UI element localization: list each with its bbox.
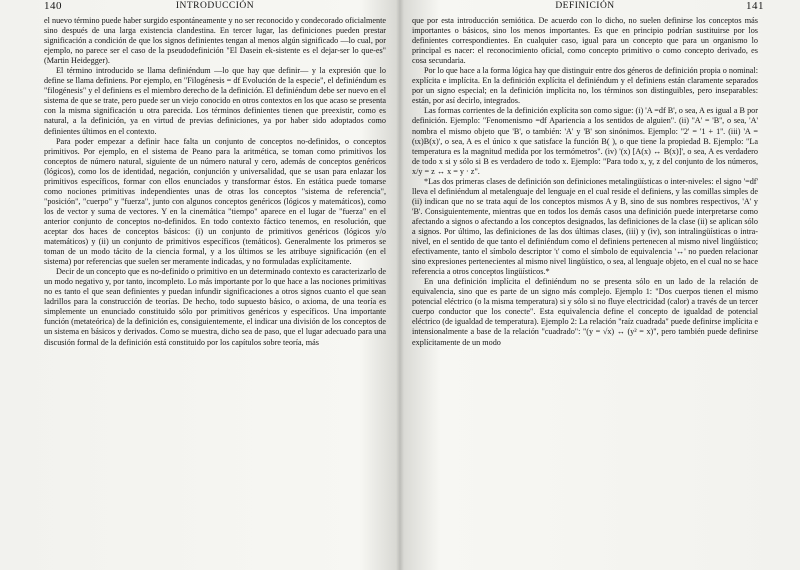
right-paragraph-1: que por esta introducción semiótica. De acuerdo con lo dicho, no suelen definirse los conceptos más importantes o básicos, sino los menos importantes. Es que en principio podrían sustituirse por los definientes correspondientes. En cualquier caso, igual para un concepto que para un organismo lo principal es nacer: el reconocimiento oficial, como concepto primitivo o como concepto derivado, es cosa secundaria. (412, 16, 758, 66)
left-running-head: INTRODUCCIÓN (175, 1, 255, 11)
left-page (44, 0, 386, 570)
right-paragraph-2: Por lo que hace a la forma lógica hay que distinguir entre dos géneros de definición propia o nominal: explícita e implícita. En la definición explícita el definiéndum y el definiens están claramente separados por un signo especial; en la definición implícita no, los términos son distinguibles, pero inseparables: están, por así decirlo, integrados. (412, 66, 758, 106)
right-paragraph-4: *Las dos primeras clases de definición son definiciones metalingüísticas o inter-niveles: el signo '=df' lleva el definiéndum al metalenguaje del lenguaje en el cual reside el definiens, y las comillas simples de (ii) indican que no se trata aquí de los conceptos mismos A y B, sino de sus nombres respectivos, 'A' y 'B'. Consiguientemente, mientras que en todos los demás casos una definición puede interpretarse como afectando a signos o afectando a los conceptos designados, las definiciones de la clase (ii) se aplican sólo a signos. Por último, las definiciones de las dos últimas clases, (iii) y (iv), son intralingüísticas o intra-nivel, en el sentido de que tanto el definiéndum como el definiens pertenecen al mismo nivel lingüístico; efectivamente, tanto el símbolo descriptor 'ι' como el símbolo de equivalencia '↔' no pueden relacionar sino expresiones pertenecientes al mismo nivel lingüístico, o sea, al lenguaje objeto, en el cual no se hace referencia a otros conceptos lingüísticos.* (412, 176, 758, 277)
left-page-header (44, 0, 386, 14)
right-page-number: 141 (746, 0, 764, 12)
right-page (412, 0, 764, 570)
left-paragraph-4: Decir de un concepto que es no-definido o primitivo en un determinado contexto es caracterizarlo de un modo negativo y, por tanto, incompleto. Lo más importante por lo que hace a las nociones primitivas no es tanto el que sean definientes y puedan infundir significaciones a otros signos cuanto el que sean ladrillos para la construcción de teorías. De hecho, todo supuesto básico, o axioma, de una teoría es simplemente un enunciado constituido sólo por primitivos genéricos y específicos. Una importante función (metateórica) de la definición es, consiguientemente, el indicar una división de los conceptos de un sistema en básicos y derivados. Como se muestra, dicho sea de paso, que el lugar adecuado para una discusión formal de la definición está constituido por los capítulos sobre teoría, más (44, 267, 386, 347)
left-page-body (44, 16, 386, 348)
left-paragraph-3: Para poder empezar a definir hace falta un conjunto de conceptos no-definidos, o conceptos primitivos. Por ejemplo, en el sistema de Peano para la aritmética, se toman como primitivos los conceptos de número natural, siguiente de un número natural y cero, además de conceptos genéricos (lógicos), como los de identidad, negación, conjunción y universalidad, que se usan para enlazar los primitivos específicos, formar con ellos enunciados y transformar éstos. En estática puede tomarse como nociones primitivas independientes unas de otras los conceptos "sistema de referencia", "posición", "cuerpo" y "fuerza", junto con algunos conceptos genéricos (lógicos y matemáticos), como los de vector y suma de vectores. Y en la cinemática "tiempo" aparece en el lugar de "fuerza" en el anterior conjunto de conceptos no-definidos. En todo contexto fáctico tenemos, en resolución, que aceptar dos haces de conceptos básicos: (i) un conjunto de primitivos genéricos (lógicos y/o matemáticos) y (ii) un conjunto de primitivos específicos (temáticos). Generalmente los primeros se toman de un modo tácito de la ciencia formal, y a los últimos se les atribuye significación (en el sistema) por referencias que suelen ser meramente indicadas, y no formuladas explícitamente. (44, 136, 386, 267)
left-page-number: 140 (44, 0, 62, 12)
right-paragraph-5: En una definición implícita el definiéndum no se presenta sólo en un lado de la relación de equivalencia, sino que es parte de un signo más complejo. Ejemplo 1: "Dos cuerpos tienen el mismo potencial eléctrico (o la misma temperatura) si y sólo si no fluye electricidad (calor) a través de un tercer cuerpo conductor que los conecte". Esta equivalencia define el concepto de igualdad de potencial eléctrico (de igualdad de temperatura). Ejemplo 2: La relación "raíz cuadrada" puede definirse implícita e intensionalmente a base de la relación "cuadrado": "(y = √x) ↔ (y² = x)", pero también puede definirse explícitamente de un modo (412, 277, 758, 347)
left-paragraph-1: el nuevo término puede haber surgido espontáneamente y no ser reconocido y condecorado oficialmente sino después de una larga existencia clandestina. En tercer lugar, las definiciones pueden prestar significación a condición de que los signos definientes tengan al menos algún significado —lo cual, por ejemplo, no parece ser el caso de la pseudodefinición "El Dasein ek-sistente es el dejar-ser lo que-es" (Martin Heidegger). (44, 16, 386, 66)
left-paragraph-2: El término introducido se llama definiéndum —lo que hay que definir— y la expresión que lo define se llama definiens. Por ejemplo, en "Filogénesis = df Evolución de la especie", el definiéndum es "filogénesis" y el definiens es el miembro derecho de la definición. El definiéndum debe ser nuevo en el sistema de que se trate, pero puede ser un viejo conocido en otros contextos en los que acaso se presenta con la misma significación u otra parecida. Los términos definientes tienen que preexistir, como es natural, a la definición, ya en virtud de previas definiciones, ya por haber sido adoptados como definientes últimos en el contexto. (44, 66, 386, 136)
right-page-body (412, 16, 758, 348)
right-page-header (412, 0, 764, 14)
right-paragraph-3: Las formas corrientes de la definición explícita son como sigue: (i) 'A =df B', o sea, A es igual a B por definición. Ejemplo: "Fenomenismo =df Apariencia a los sentidos de alguien". (ii) ''A' = 'B'', o sea, 'A' nombra el mismo objeto que 'B', o también: 'A' y 'B' son sinónimos. Ejemplo: ''2' = '1 + 1''. (iii) 'A = (ιx)B(x)', o sea, A es el único x que satisface la función B( ), o que tiene la propiedad B. Ejemplo: "La temperatura es la magnitud medida por los termómetros". (iv) '(x) [A(x) ↔ B(x)]', o sea, A es verdadero de todo x si y sólo si B es verdadero de todo x. Ejemplo: "Para todo x, y, z del conjunto de los números, x/y = z ↔ x = y · z". (412, 106, 758, 176)
right-running-head: DEFINICIÓN (555, 1, 615, 11)
